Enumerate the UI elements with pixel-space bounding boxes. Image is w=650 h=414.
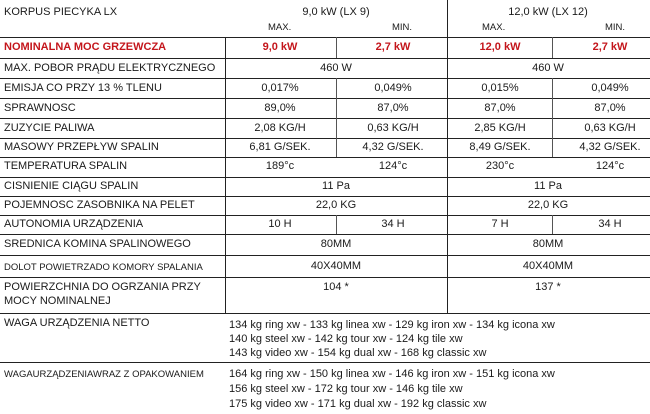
cell-lx12-max: 0,015% [481,82,519,94]
cell-lx9-min: 34 H [381,218,405,230]
cell-lx12-max: 2,85 KG/H [474,122,526,134]
cell-lx12: 40X40MM [522,260,574,272]
cell-lx9-min: 124°c [378,160,408,172]
weight-gross-label: WAGAURZĄDZENIAWRAZ Z OPAKOWANIEM [4,369,204,380]
row-label-flow: MASOWY PRZEPŁYW SPALIN [4,141,159,153]
cell-lx9-max: 89,0% [264,102,296,114]
row-label-area: POWIERZCHNIA DO OGRZANIA PRZY [4,281,201,293]
cell-lx12-min: 124°c [595,160,625,172]
cell-lx9-max: 189°c [265,160,295,172]
row-label-efficiency: SPRAWNOSC [4,102,76,114]
rule [0,234,650,235]
min-label: MIN. [605,22,626,33]
cell-lx9-min: 0,049% [374,82,412,94]
cell-lx12: 460 W [532,62,564,74]
weight-net-label: WAGA URZĄDZENIA NETTO [4,317,150,329]
max-label: MAX. [268,22,292,33]
row-label-nominal: NOMINALNA MOC GRZEWCZA [4,41,167,53]
weight-gross-line: 156 kg steel xw - 172 kg tour xw - 146 kg tile xw [229,383,463,395]
row-label-autonomy: AUTONOMIA URZĄDZENIA [4,218,144,230]
min-label: MIN. [392,22,413,33]
cell-lx9: 11 Pa [322,180,350,192]
row-label-capacity: POJEMNOSC ZASOBNIKA NA PELET [4,199,195,211]
max-label: MAX. [482,22,506,33]
cell-lx12: 22,0 KG [527,199,569,211]
rule [0,255,650,256]
cell-lx12-max: 12,0 kW [479,41,521,53]
cell-lx9: 460 W [320,62,352,74]
weight-gross-line: 164 kg ring xw - 150 kg linea xw - 146 kg iron xw - 151 kg icona xw [229,368,555,380]
row-label-temperature: TEMPERATURA SPALIN [4,160,128,172]
table-title: KORPUS PIECYKA LX [4,6,118,18]
rule [0,157,650,158]
weight-net-line: 134 kg ring xw - 133 kg linea xw - 129 kg iron xw - 134 kg icona xw [229,319,555,331]
cell-lx9-min: 2,7 kW [375,41,411,53]
rule [0,196,650,197]
cell-lx9-max: 2,08 KG/H [254,122,306,134]
cell-lx9-max: 9,0 kW [262,41,298,53]
minmax-divider-1 [336,37,337,58]
cell-lx9: 22,0 KG [315,199,357,211]
cell-lx9: 40X40MM [310,260,362,272]
rule-under-nominal [0,58,650,59]
minmax-divider-1 [336,78,337,157]
rule [0,277,650,278]
cell-lx9-min: 0,63 KG/H [367,122,419,134]
cell-lx12: 137 * [535,281,561,293]
rule-between-weights [0,362,650,363]
cell-lx12-min: 2,7 kW [592,41,628,53]
cell-lx12-max: 87,0% [484,102,516,114]
cell-lx12-max: 230°c [485,160,515,172]
group-divider [447,0,448,313]
rule [0,177,650,178]
minmax-divider-1 [336,215,337,234]
minmax-divider-2 [552,215,553,234]
row-label-area-cont: MOCY NOMINALNEJ [4,295,111,307]
row-label-fuel: ZUZYCIE PALIWA [4,122,95,134]
cell-lx12-max: 7 H [491,218,509,230]
weight-net-line: 140 kg steel xw - 142 kg tour xw - 124 kg tile xw [229,333,463,345]
cell-lx12-min: 4,32 G/SEK. [579,141,641,153]
cell-lx12-min: 0,049% [591,82,629,94]
cell-lx12-max: 8,49 G/SEK. [469,141,531,153]
label-divider [225,37,226,313]
cell-lx9: 104 * [323,281,349,293]
cell-lx9-min: 4,32 G/SEK. [362,141,424,153]
cell-lx9-max: 10 H [268,218,292,230]
row-label-inlet: DOLOT POWIETRZADO KOMORY SPALANIA [4,262,203,273]
cell-lx12-min: 87,0% [594,102,626,114]
row-label-draft: CISNIENIE CIĄGU SPALIN [4,180,139,192]
cell-lx12-min: 34 H [598,218,622,230]
rule-above-weight [0,313,650,314]
cell-lx12: 80MM [532,238,564,250]
row-label-emission: EMISJA CO PRZY 13 % TLENU [4,82,162,94]
weight-net-line: 143 kg video xw - 154 kg dual xw - 168 kg classic xw [229,347,487,359]
row-label-power: MAX. POBOR PRĄDU ELEKTRYCZNEGO [4,62,216,74]
cell-lx12: 11 Pa [534,180,562,192]
cell-lx9: 80MM [320,238,352,250]
row-label-chimney: SREDNICA KOMINA SPALINOWEGO [4,238,191,250]
weight-gross-line: 175 kg video xw - 171 kg dual xw - 192 kg classic xw [229,398,487,410]
cell-lx9-max: 0,017% [261,82,299,94]
cell-lx9-max: 6,81 G/SEK. [249,141,311,153]
minmax-divider-2 [552,78,553,157]
minmax-divider-2 [552,37,553,58]
cell-lx9-min: 87,0% [377,102,409,114]
group-header-lx12: 12,0 kW (LX 12) [508,6,588,18]
group-header-lx9: 9,0 kW (LX 9) [302,6,370,18]
cell-lx12-min: 0,63 KG/H [584,122,636,134]
